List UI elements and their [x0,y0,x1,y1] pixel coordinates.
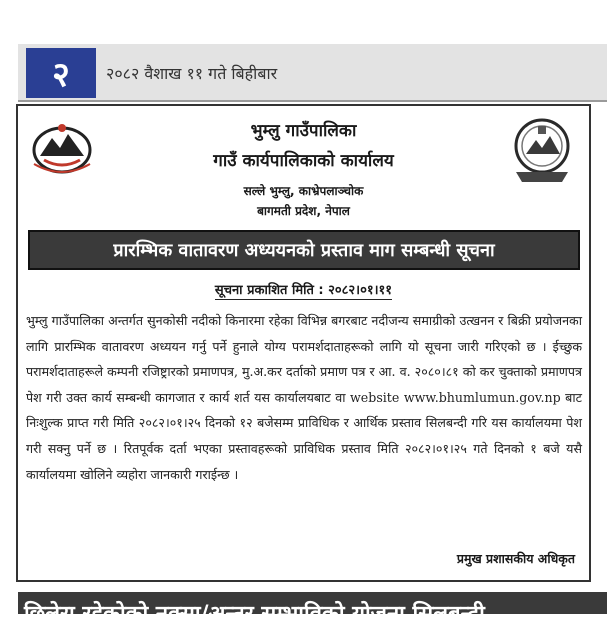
office-province: बागमती प्रदेश, नेपाल [257,204,350,218]
notice-box [16,104,591,582]
page-date: २०८२ वैशाख ११ गते बिहीबार [106,64,278,83]
page-header [18,44,607,102]
org-name: भुम्लु गाउँपालिका [250,121,357,141]
next-article-heading: छिलेरा रहेकोको नक्सा/अन्तर सम्भाविको योजना सिलबन्दी [24,602,485,627]
office-name: गाउँ कार्यपालिकाको कार्यालय [213,151,394,171]
notice-title: प्रारम्भिक वातावरण अध्ययनको प्रस्ताव माग सम्बन्धी सूचना [28,230,580,270]
signature: प्रमुख प्रशासकीय अधिकृत [456,551,575,566]
publish-date-line [18,280,589,298]
notice-body: भुम्लु गाउँपालिका अन्तर्गत सुनकोसी नदीको किनारमा रहेका विभिन्न बगरबाट नदीजन्य समाग्रीको उत्खनन र बिक्री प्रयोजनका लागि प्रारम्भिक वातावरण अध्ययन गर्नु पर्ने हुनाले योग्य परामर्शदाताहरूको लागि यो सूचना जारी गरिएको छ । ईच्छुक परामर्शदाताहरूले कम्पनी रजिष्ट्रारको प्रमाणपत्र, मु.अ.कर दर्ताको प्रमाण पत्र र आ. व. २०८०।८१ को कर चुक्ताको प्रमाणपत्र पेश गरी उक्त कार्य सम्बन्धी कागजात र कार्य शर्त यस कार्यालयबाट वा website www.bhumlumun.gov.np बाट निःशुल्क प्राप्त गरी मिति २०८२।०१।२५ दिनको १२ बजेसम्म प्राविधिक र आर्थिक प्रस्ताव सिलबन्दी गरि यस कार्यालयमा पेश गरी सक्नु पर्ने छ । रितपूर्वक दर्ता भएका प्रस्तावहरूको प्राविधिक प्रस्ताव मिति २०८२।०१।२५ गते दिनको १ बजे यसै कार्यालयमा खोलिने व्यहोरा जानकारी गराईन्छ । [26,313,583,482]
next-article-strip [18,592,607,627]
publish-date: सूचना प्रकाशित मिति : २०८२।०१।११ [214,283,393,298]
office-address: सल्ले भुम्लु, काभ्रेपलाञ्चोक [243,184,364,198]
page-number: २ [26,48,96,98]
